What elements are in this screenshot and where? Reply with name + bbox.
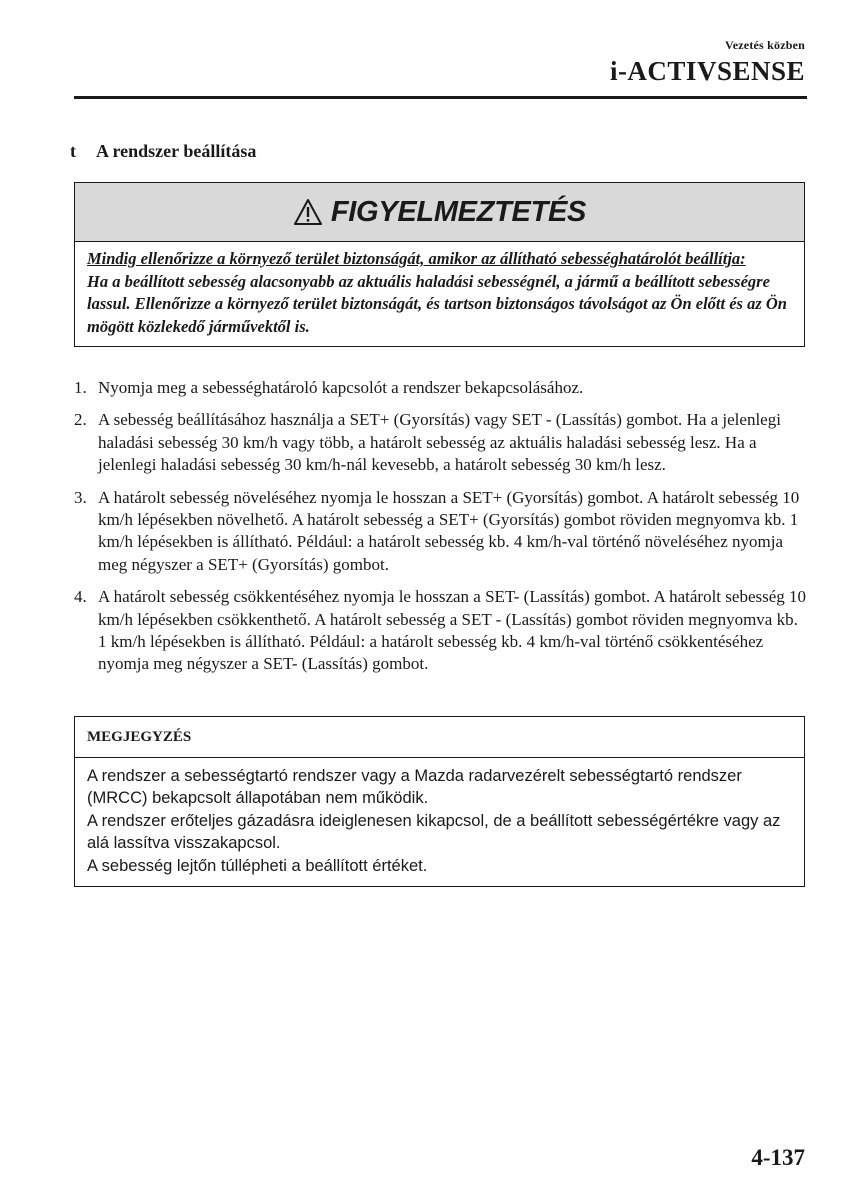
step-number: 2. — [74, 410, 87, 430]
step-text: A sebesség beállításához használja a SET+ (Gyorsítás) vagy SET - (Lassítás) gombot. Ha a jelenlegi haladási sebesség 30 km/h vagy több, a határolt sebesség az aktuális haladási sebesség lesz. Ha a jelenlegi haladási sebesség 30 km/h-nál kevesebb, a határolt sebesség 30 km/h lesz. — [98, 410, 781, 475]
step-item — [74, 586, 809, 676]
step-text: A határolt sebesség növeléséhez nyomja le hosszan a SET+ (Gyorsítás) gombot. A határolt sebesség 10 km/h lépésekben növelhető. A határolt sebesség a SET+ (Gyorsítás) gombot röviden megnyomva kb. 1 km/h lépésekben is állítható. Például: a határolt sebesség kb. 4 km/h-val történő növeléséhez nyomja meg négyszer a SET+ (Gyorsítás) gombot. — [98, 487, 800, 574]
step-item — [74, 487, 809, 577]
step-text: A határolt sebesség csökkentéséhez nyomja le hosszan a SET- (Lassítás) gombot. A határolt sebesség 10 km/h lépésekben csökkenthető. A határolt sebesség a SET - (Lassítás) gombot röviden megnyomva kb. 1 km/h lépésekben is állítható. Például: a határolt sebesség kb. 4 km/h-val történő csökkentéséhez nyomja meg négyszer a SET- (Lassítás) gombot. — [98, 587, 807, 674]
note-line: A rendszer erőteljes gázadásra ideiglenesen kikapcsol, de a beállított sebességértékre vagy az alá lassítva visszakapcsol. — [87, 811, 781, 853]
steps-list — [74, 377, 809, 686]
note-line: A sebesség lejtőn túllépheti a beállított értéket. — [87, 856, 428, 875]
step-item — [74, 409, 809, 476]
warning-header — [75, 183, 804, 242]
warning-triangle-icon — [293, 198, 323, 226]
step-number: 1. — [74, 378, 87, 397]
section-bullet: t — [70, 141, 76, 161]
warning-text: Ha a beállított sebesség alacsonyabb az aktuális haladási sebességnél, a jármű a beállított sebességre lassul. Ellenőrizze a környező terület biztonságát, és tartson biztonságos távolságot az Ön előtt és az Ön mögött közlekedő járművektől is. — [87, 271, 787, 336]
header-title: i-ACTIVSENSE — [609, 56, 805, 86]
note-box — [74, 716, 805, 887]
section-heading — [70, 141, 256, 162]
warning-title: FIGYELMEZTETÉS — [330, 195, 587, 228]
step-number: 4. — [74, 587, 87, 607]
page-number: 4-137 — [751, 1145, 805, 1170]
note-header: MEGJEGYZÉS — [75, 717, 804, 758]
step-number: 3. — [74, 487, 87, 507]
warning-box — [74, 182, 805, 347]
section-heading-text: A rendszer beállítása — [96, 141, 257, 161]
header-rule — [74, 96, 807, 99]
warning-body — [75, 242, 804, 346]
header-chapter: Vezetés közben — [724, 38, 805, 52]
note-line: A rendszer a sebességtartó rendszer vagy a Mazda radarvezérelt sebességtartó rendszer (MRCC) bekapcsolt állapotában nem működik. — [87, 767, 742, 808]
step-item — [74, 377, 809, 399]
note-body — [75, 758, 804, 886]
step-text: Nyomja meg a sebességhatároló kapcsolót a rendszer bekapcsolásához. — [98, 378, 584, 397]
warning-underlined-text: Mindig ellenőrizze a környező terület biztonságát, amikor az állítható sebességhatárolót beállítja: — [87, 249, 746, 268]
